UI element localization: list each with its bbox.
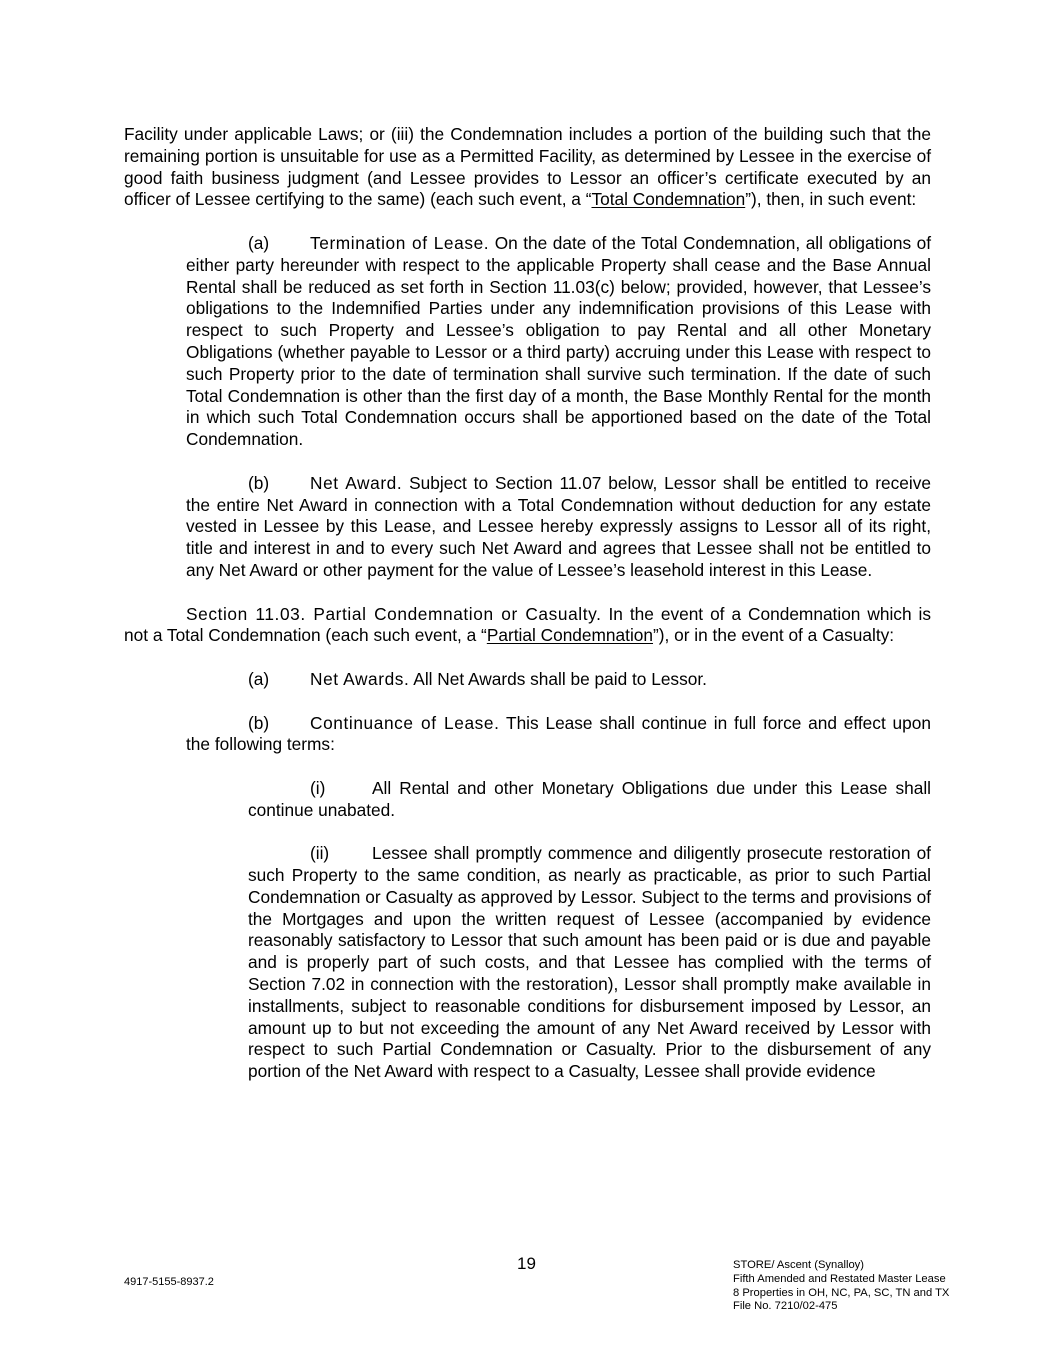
paragraph-heading: Termination of Lease. — [310, 232, 490, 253]
footer-document-info — [733, 1259, 949, 1314]
paragraph-heading: Net Awards. — [310, 668, 410, 689]
paragraph-11-03-b-i — [248, 778, 931, 822]
section-heading: Section 11.03. Partial Condemnation or Casualty. — [186, 603, 602, 624]
paragraph-text: This Lease shall continue in full force and effect upon the following terms: — [186, 712, 931, 755]
paragraph-text: All Rental and other Monetary Obligations due under this Lease shall continue unabated. — [248, 777, 931, 820]
paragraph-heading: Continuance of Lease. — [310, 712, 500, 733]
footer-doc-id: 4917-5155-8937.2 — [124, 1276, 214, 1288]
paragraph-text: ”), or in the event of a Casualty: — [653, 625, 895, 646]
footer-line: 8 Properties in OH, NC, PA, SC, TN and TX — [733, 1286, 950, 1299]
footer-line: Fifth Amended and Restated Master Lease — [733, 1272, 946, 1285]
paragraph-text: On the date of the Total Condemnation, all obligations of either party hereunder with respect to the applicable Property shall cease and the Base Annual Rental shall be reduced as set forth in Section 11.03(c) below; provided, however, that Lessee’s obligations to the Indemnified Parties under any indemnification provisions of this Lease with respect to such Property and Lessee’s obligation to pay Rental and all other Monetary Obligations (whether payable to Lessor or a third party) accruing under this Lease with respect to such Property prior to the date of termination shall survive such termination. If the date of such Total Condemnation is other than the first day of a month, the Base Monthly Rental for the month in which such Total Condemnation occurs shall be apportioned based on the date of the Total Condemnation. — [186, 232, 932, 450]
paragraph-text: All Net Awards shall be paid to Lessor. — [409, 668, 707, 689]
paragraph-text: Lessee shall promptly commence and diligently prosecute restoration of such Property to the same condition, as nearly as practicable, as prior to such Partial Condemnation or Casualty as approved by Lessor. Subject to the terms and provisions of the Mortgages and upon the written request of Lessee (accompanied by evidence reasonably satisfactory to Lessor that such amount has been paid or is due and payable and is properly part of such costs, and that Lessee has complied with the terms of Section 7.02 in connection with the restoration), Lessor shall promptly make available in installments, subject to reasonable conditions for disbursement imposed by Lessor, an amount up to but not exceeding the amount of any Net Award received by Lessor with respect to such Partial Condemnation or Casualty. Prior to the disbursement of any portion of the Net Award with respect to a Casualty, Lessee shall provide evidence — [248, 843, 931, 1082]
paragraph-11-03-a — [186, 669, 931, 691]
footer-line: File No. 7210/02-475 — [733, 1300, 838, 1313]
paragraph-11-03-b-ii — [248, 843, 931, 1083]
section-11-03 — [124, 604, 931, 648]
page-number: 19 — [517, 1254, 536, 1273]
defined-term-total-condemnation: Total Condemnation — [591, 189, 746, 210]
paragraph-label: (b) — [248, 712, 270, 733]
paragraph-text: In the event of a Condemnation which is not a Total Condemnation (each such event, a “ — [124, 603, 931, 646]
defined-term-partial-condemnation: Partial Condemnation — [486, 625, 654, 646]
paragraph-text: ”), then, in such event: — [745, 189, 917, 210]
footer-line: STORE/ Ascent (Synalloy) — [733, 1259, 864, 1271]
paragraph-label: (b) — [248, 472, 270, 493]
paragraph-a-termination — [186, 233, 931, 451]
paragraph-label: (a) — [248, 668, 270, 689]
paragraph-label: (a) — [248, 232, 270, 253]
paragraph-intro — [124, 124, 931, 211]
paragraph-b-net-award — [186, 473, 931, 582]
paragraph-11-03-b — [186, 713, 931, 757]
document-body — [124, 124, 931, 1105]
paragraph-text: Subject to Section 11.07 below, Lessor shall be entitled to receive the entire Net Award in connection with a Total Condemnation without deduction for any estate vested in Lessee by this Lease, and Lessee hereby expressly assigns to Lessor all of its right, title and interest in and to every such Net Award and agrees that Lessee shall not be entitled to any Net Award or other payment for the value of Lessee’s leasehold interest in this Lease. — [186, 472, 931, 580]
paragraph-heading: Net Award. — [310, 472, 403, 493]
paragraph-label: (i) — [310, 777, 326, 798]
paragraph-text: Facility under applicable Laws; or (iii) the Condemnation includes a portion of the building such that the remaining portion is unsuitable for use as a Permitted Facility, as determined by Lessee in the exercise of good faith business judgment (and Lessee provides to Lessor an officer’s certificate executed by an officer of Lessee certifying to the same) (each such event, a “ — [124, 124, 931, 210]
paragraph-label: (ii) — [310, 843, 330, 864]
